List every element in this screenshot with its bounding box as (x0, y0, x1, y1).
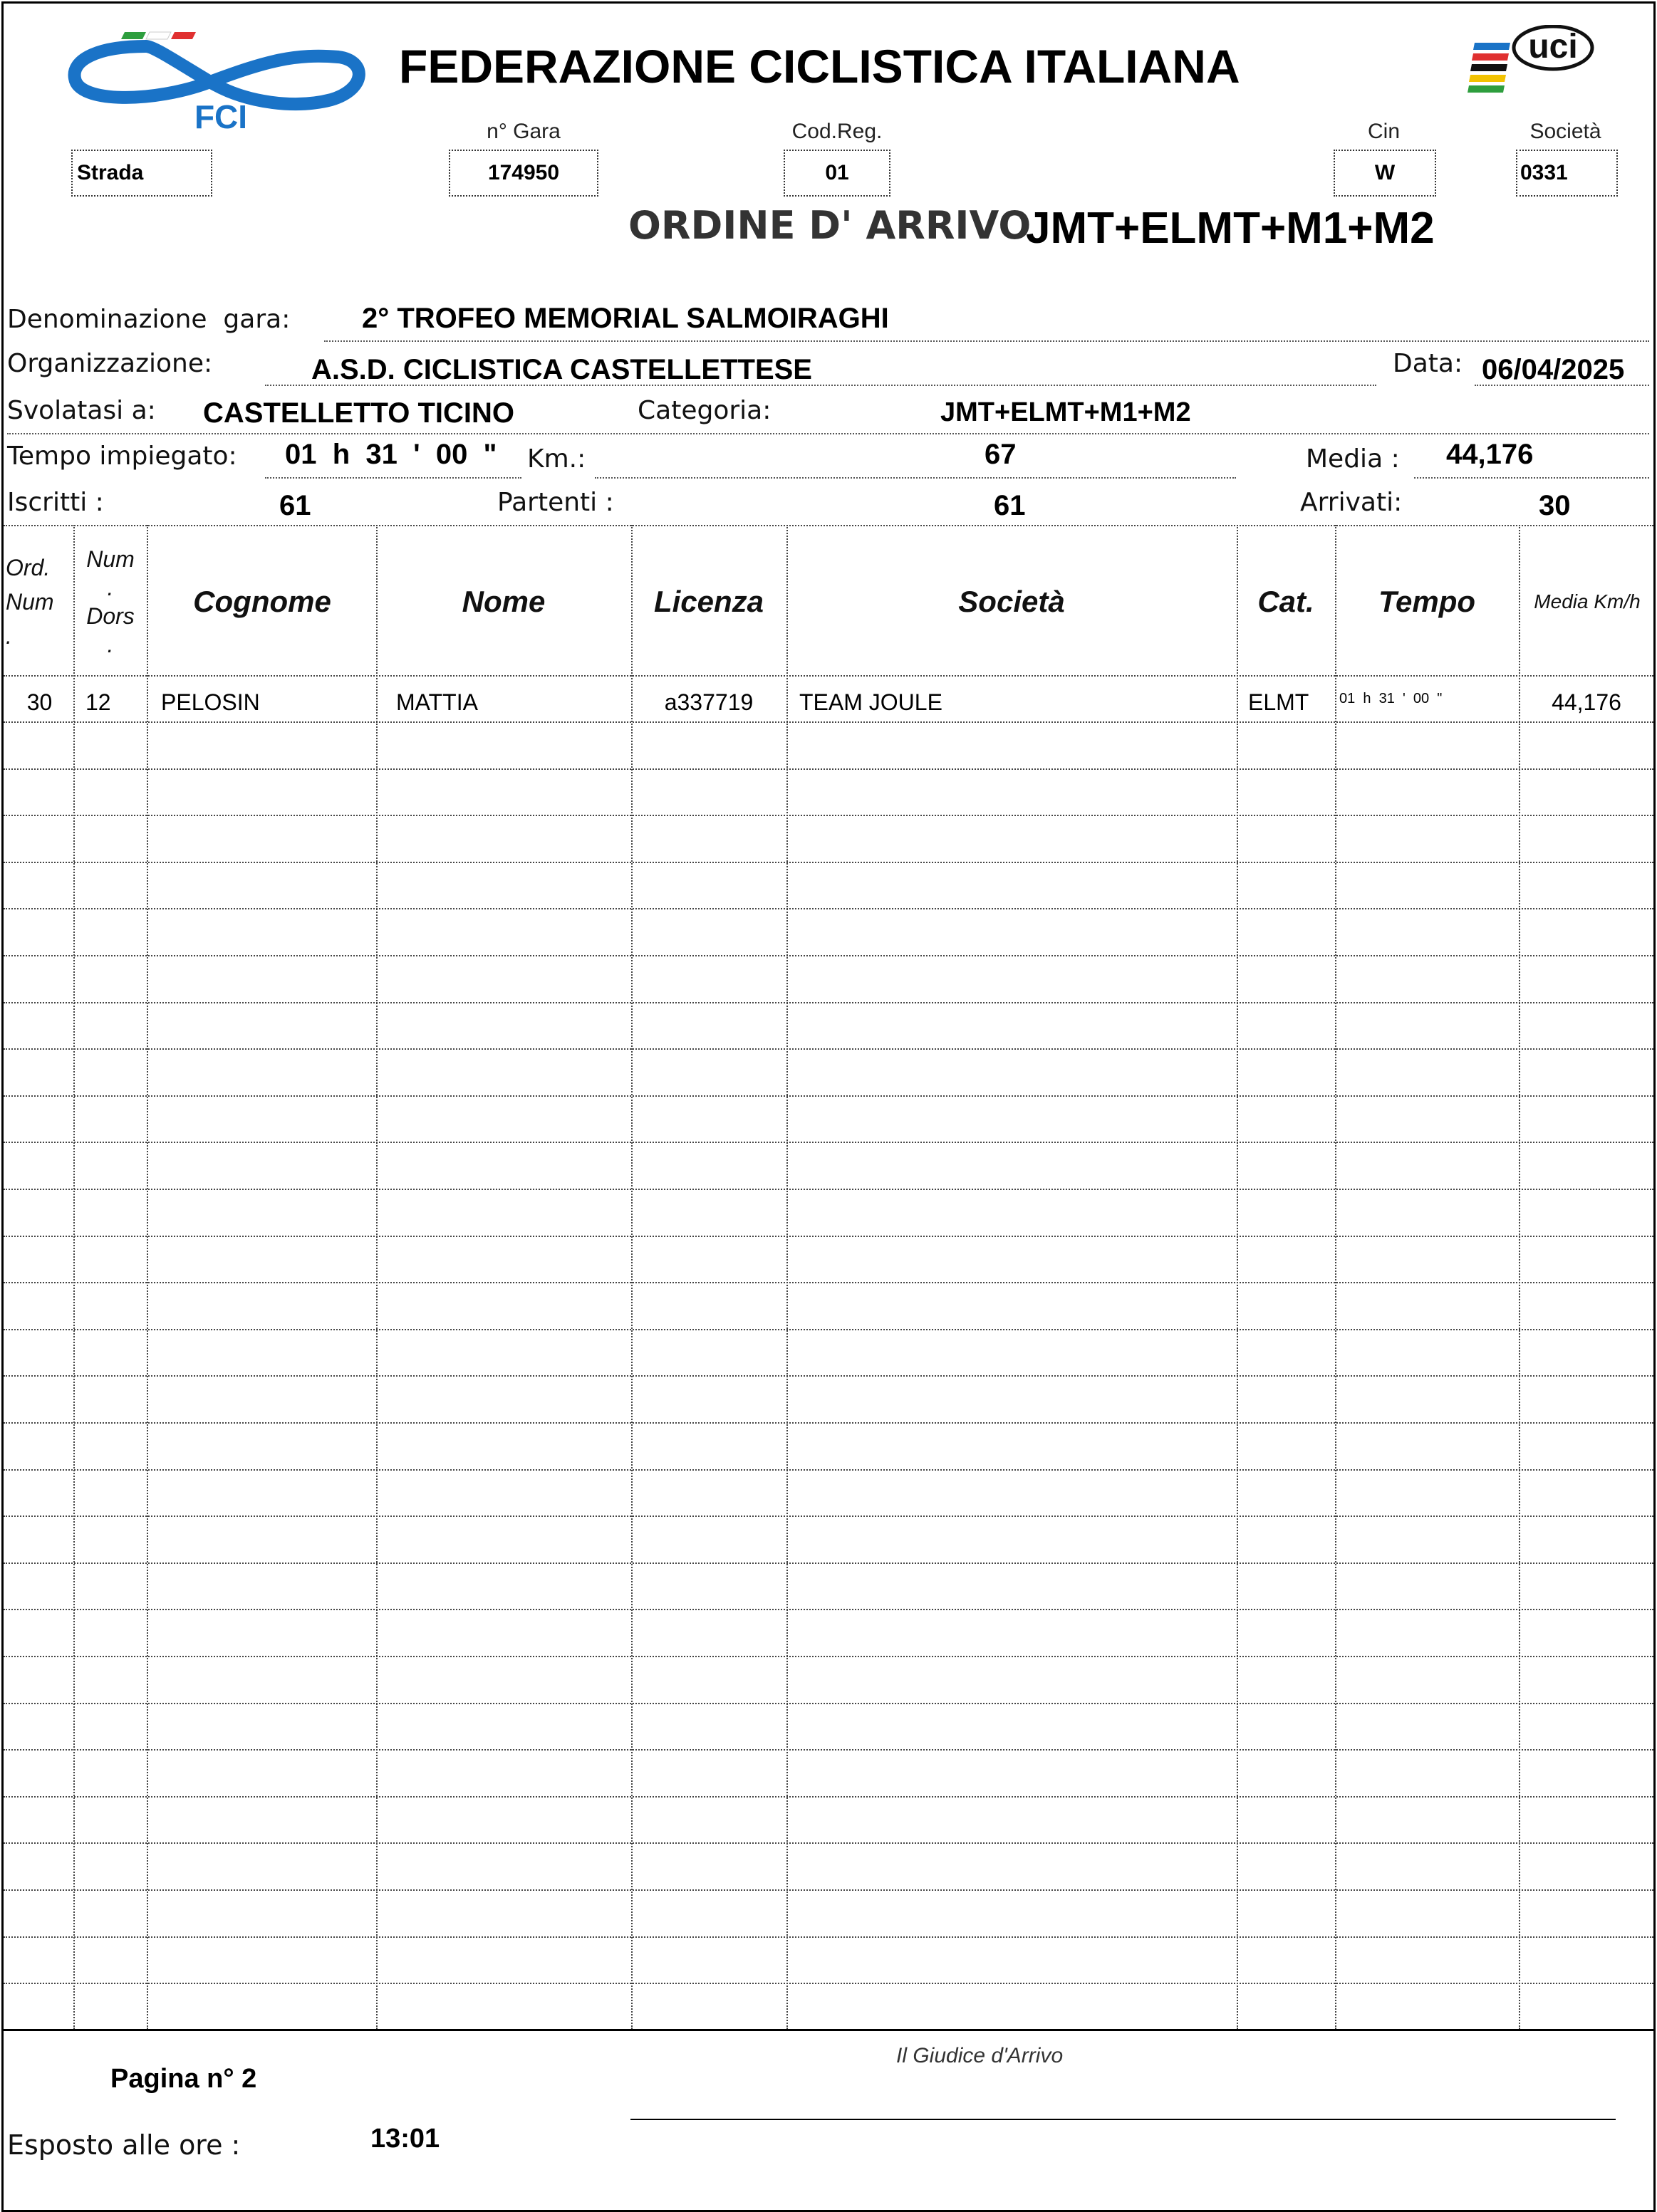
table-row-rule (4, 1236, 1653, 1237)
arrivati-label: Arrivati: (1300, 488, 1403, 517)
denominazione-label: Denominazione gara: (7, 305, 291, 334)
partenti-value: 61 (994, 490, 1026, 521)
table-row-rule (4, 1375, 1653, 1377)
table-row-rule (4, 768, 1653, 770)
categoria-title: JMT+ELMT+M1+M2 (1026, 204, 1435, 253)
tempo-value: 01 h 31 ' 00 " (285, 439, 497, 470)
col-header-ord-line1: Ord. (6, 555, 51, 580)
col-header-ord-line2: Num (6, 589, 54, 615)
table-row-rule (4, 1515, 1653, 1517)
col-header-num-line3: Dors (86, 603, 135, 629)
cin-label: Cin (1367, 120, 1400, 143)
fci-logo-text: FCI (194, 98, 248, 132)
uci-logo (1468, 25, 1596, 96)
row-1-media: 44,176 (1552, 689, 1621, 715)
table-column-rule (147, 525, 148, 2029)
table-column-rule (1519, 525, 1520, 2029)
km-value: 67 (985, 439, 1017, 470)
col-header-nome: Nome (462, 585, 546, 618)
fci-logo (68, 25, 374, 132)
arrivati-value: 30 (1539, 490, 1571, 521)
row-1-licenza: a337719 (664, 689, 754, 715)
table-row-rule (4, 525, 1653, 526)
row-1-societa: TEAM JOULE (799, 689, 942, 715)
table-row-rule (4, 1656, 1653, 1657)
table-row-rule (4, 1095, 1653, 1097)
col-header-ord-line3: . (6, 623, 12, 649)
table-column-rule (376, 525, 378, 2029)
societa-code-box (1516, 150, 1618, 197)
tempo-label: Tempo impiegato: (7, 442, 237, 471)
table-row-rule (4, 1329, 1653, 1330)
societa-code-value: 0331 (1520, 161, 1568, 184)
table-column-rule (73, 525, 75, 2029)
svolatasi-line (7, 433, 1649, 434)
row-1-cognome: PELOSIN (161, 689, 260, 715)
esposto-label: Esposto alle ore : (7, 2129, 241, 2161)
table-row-rule (4, 675, 1653, 677)
table-column-rule (1335, 525, 1336, 2029)
table-row-rule (4, 908, 1653, 909)
partenti-label: Partenti : (497, 488, 614, 517)
gara-value: 174950 (487, 161, 560, 184)
tempo-line (265, 477, 521, 479)
table-row-rule (4, 1422, 1653, 1424)
data-label: Data: (1393, 349, 1463, 378)
table-row-rule (4, 1749, 1653, 1751)
societa-code-label: Società (1529, 120, 1601, 143)
col-header-num-line1: Num (86, 546, 135, 572)
table-row-rule (4, 1796, 1653, 1798)
col-header-num-line2: . (107, 575, 114, 600)
col-header-licenza: Licenza (653, 585, 764, 618)
cin-value: W (1374, 161, 1396, 184)
col-header-num (75, 531, 146, 673)
table-column-rule (631, 525, 633, 2029)
km-label: Km.: (527, 444, 586, 474)
km-line (595, 477, 1236, 479)
table-row-rule (4, 1142, 1653, 1143)
col-header-cat: Cat. (1257, 585, 1314, 618)
iscritti-label: Iscritti : (7, 488, 104, 517)
table-row-rule (4, 955, 1653, 956)
gara-box (449, 150, 598, 197)
organizzazione-value: A.S.D. CICLISTICA CASTELLETTESE (311, 354, 812, 385)
giudice-label: Il Giudice d'Arrivo (896, 2044, 1064, 2067)
table-row-rule (4, 1609, 1653, 1610)
col-header-ord (6, 531, 73, 673)
table-row-rule (4, 1936, 1653, 1938)
media-label: Media : (1306, 444, 1400, 474)
pagina-label: Pagina n° 2 (110, 2064, 257, 2094)
row-1-nome: MATTIA (396, 689, 478, 715)
gara-label: n° Gara (487, 120, 561, 143)
col-header-cognome: Cognome (193, 585, 331, 618)
table-column-rule (786, 525, 788, 2029)
table-row-rule (4, 1563, 1653, 1564)
table-row-rule (4, 1703, 1653, 1704)
categoria-label: Categoria: (638, 396, 772, 425)
row-1-num: 12 (85, 689, 111, 715)
col-header-societa: Società (958, 585, 1065, 618)
federation-title: FEDERAZIONE CICLISTICA ITALIANA (399, 40, 1240, 93)
table-row-rule (4, 1048, 1653, 1050)
media-value: 44,176 (1446, 439, 1534, 470)
media-line (1414, 477, 1649, 479)
codreg-value: 01 (825, 161, 849, 184)
table-row-rule (4, 862, 1653, 863)
col-header-media: Media Km/h (1534, 590, 1641, 612)
table-row-rule (4, 1469, 1653, 1471)
table-column-rule (1237, 525, 1238, 2029)
signature-line (630, 2119, 1616, 2120)
codreg-box (784, 150, 890, 197)
svolatasi-value: CASTELLETTO TICINO (203, 397, 515, 429)
col-header-tempo: Tempo (1378, 585, 1476, 618)
cin-box (1334, 150, 1436, 197)
esposto-value: 13:01 (370, 2124, 440, 2154)
svolatasi-label: Svolatasi a: (7, 396, 156, 425)
table-row-rule (4, 1002, 1653, 1003)
table-row-rule (4, 721, 1653, 723)
denominazione-line (324, 340, 1649, 342)
disciplina-box (71, 150, 212, 197)
ordine-title: ORDINE D' ARRIVO (628, 203, 1032, 248)
col-header-num-line4: . (107, 632, 114, 657)
footer-divider (4, 2029, 1653, 2031)
disciplina-value: Strada (77, 161, 144, 184)
table-row-rule (4, 1282, 1653, 1283)
organizzazione-label: Organizzazione: (7, 349, 213, 378)
table-row-rule (4, 815, 1653, 816)
table-row-rule (4, 1889, 1653, 1891)
row-1-cat: ELMT (1248, 689, 1309, 715)
table-row-rule (4, 1189, 1653, 1190)
data-value: 06/04/2025 (1482, 354, 1625, 385)
row-1-ord: 30 (26, 689, 53, 715)
denominazione-value: 2° TROFEO MEMORIAL SALMOIRAGHI (362, 303, 889, 334)
table-row-rule (4, 1842, 1653, 1844)
table-row-rule (4, 1983, 1653, 1984)
iscritti-value: 61 (279, 490, 311, 521)
row-1-tempo: 01 h 31 ' 00 " (1339, 691, 1443, 706)
uci-logo-text: uci (1528, 28, 1578, 66)
codreg-label: Cod.Reg. (791, 120, 883, 143)
categoria-value: JMT+ELMT+M1+M2 (940, 397, 1191, 427)
